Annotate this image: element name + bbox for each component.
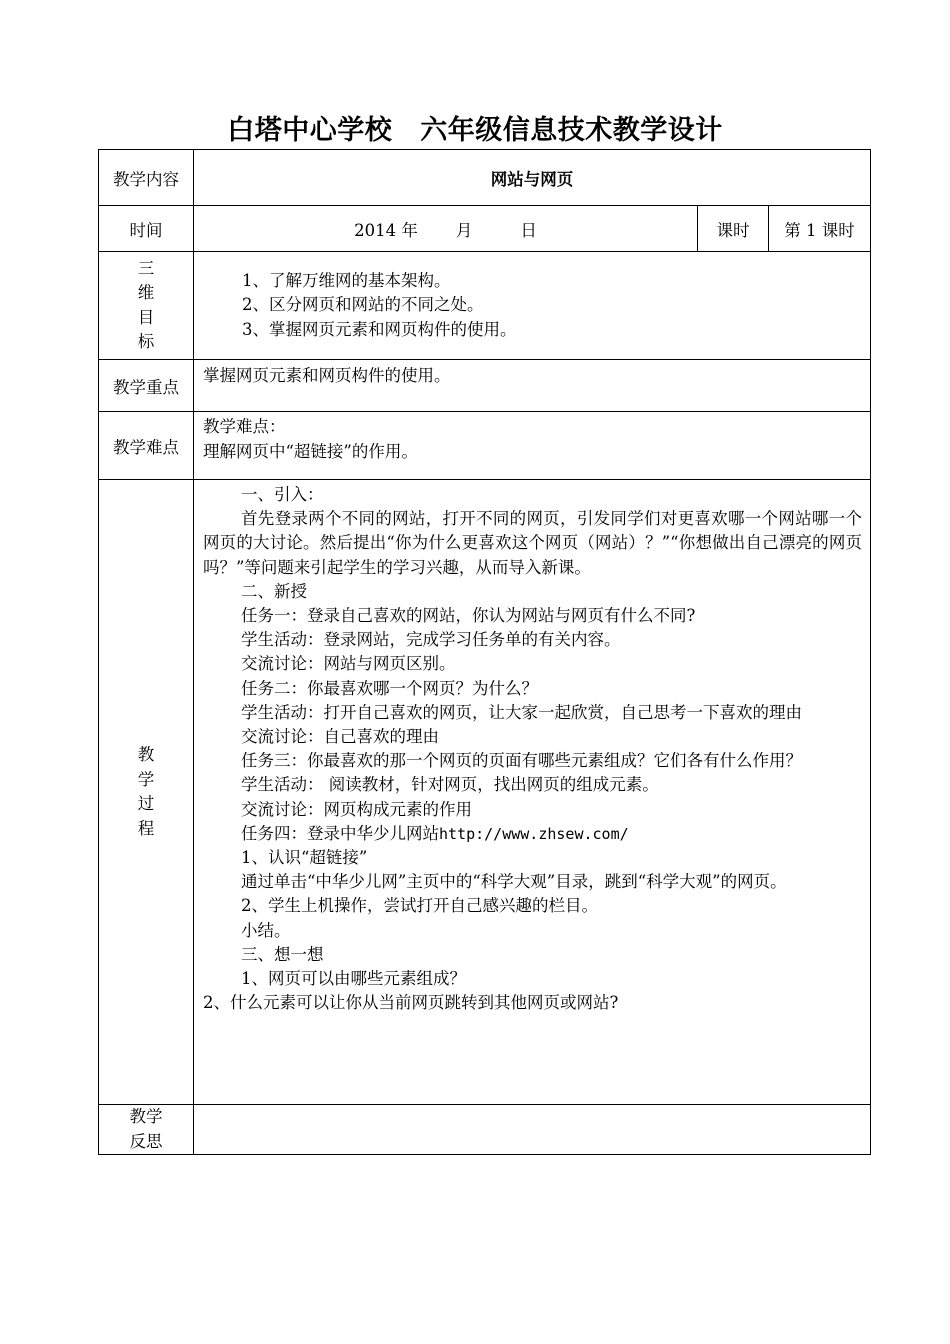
process-paragraph: 任务四：登录中华少儿网站http://www.zhsew.com/ bbox=[241, 823, 629, 843]
process-paragraph: 二、新授 bbox=[241, 581, 307, 601]
process-paragraph: 1、认识“超链接” bbox=[241, 848, 368, 868]
process-paragraph: 任务一：登录自己喜欢的网站，你认为网站与网页有什么不同? bbox=[241, 606, 696, 626]
difficulties-row bbox=[99, 412, 871, 480]
process-paragraph: 任务三：你最喜欢的那一个网页的页面有哪些元素组成？它们各有什么作用？ bbox=[241, 751, 802, 771]
process-row bbox=[99, 480, 871, 1105]
key-points-label: 教学重点 bbox=[99, 360, 194, 412]
school-name: 白塔中心学校 bbox=[227, 115, 393, 146]
content-label: 教学内容 bbox=[99, 150, 194, 206]
goal-item: 3、掌握网页元素和网页构件的使用。 bbox=[242, 319, 517, 339]
reflection-row bbox=[99, 1105, 871, 1155]
process-paragraph: 小结。 bbox=[241, 920, 291, 940]
goal-item: 1、了解万维网的基本架构。 bbox=[242, 270, 451, 290]
process-paragraph: 一、引入： bbox=[241, 485, 324, 504]
process-paragraph: 通过单击“中华少儿网”主页中的“科学大观”目录，跳到“科学大观”的网页。 bbox=[241, 872, 787, 892]
process-paragraph: 任务二：你最喜欢哪一个网页？为什么？ bbox=[241, 678, 538, 698]
key-points-text: 掌握网页元素和网页构件的使用。 bbox=[194, 360, 871, 412]
process-paragraph: 2、什么元素可以让你从当前网页跳转到其他网页或网站? bbox=[203, 993, 619, 1013]
key-points-row bbox=[99, 360, 871, 412]
difficulties-label: 教学难点 bbox=[99, 412, 194, 480]
reflection-label: 教学 反思 bbox=[99, 1105, 194, 1155]
lesson-plan-table bbox=[98, 149, 871, 1155]
reflection-content bbox=[194, 1105, 871, 1155]
process-label: 教 学 过 程 bbox=[99, 480, 194, 1105]
period-value: 第 1 课时 bbox=[769, 206, 871, 252]
content-row bbox=[99, 150, 871, 206]
lesson-subject: 网站与网页 bbox=[194, 150, 871, 206]
process-paragraph: 三、想一想 bbox=[241, 944, 324, 964]
time-label: 时间 bbox=[99, 206, 194, 252]
process-paragraph: 交流讨论：网站与网页区别。 bbox=[241, 654, 456, 674]
process-paragraph: 学生活动：打开自己喜欢的网页，让大家一起欣赏，自己思考一下喜欢的理由 bbox=[241, 702, 802, 722]
process-paragraph: 1、网页可以由哪些元素组成？ bbox=[241, 969, 466, 989]
document-subtitle: 六年级信息技术教学设计 bbox=[420, 115, 723, 146]
process-paragraph: 首先登录两个不同的网站，打开不同的网页，引发同学们对更喜欢哪一个网站哪一个网页的大讨论。然后提出“你为什么更喜欢这个网页（网站）？”“你想做出自己漂亮的网页吗？”等问题来引起学生的学习兴趣，从而导入新课。 bbox=[203, 509, 863, 577]
time-row bbox=[99, 206, 871, 252]
period-label: 课时 bbox=[698, 206, 769, 252]
process-paragraph: 交流讨论：网页构成元素的作用 bbox=[241, 799, 472, 819]
website-url: http://www.zhsew.com/ bbox=[439, 824, 629, 843]
process-paragraph: 学生活动：登录网站，完成学习任务单的有关内容。 bbox=[241, 630, 621, 650]
goals-label: 三 维 目 标 bbox=[99, 252, 194, 360]
process-paragraph: 交流讨论：自己喜欢的理由 bbox=[241, 727, 439, 747]
document-title bbox=[0, 108, 950, 147]
difficulties-text: 教学难点： 理解网页中“超链接”的作用。 bbox=[194, 412, 871, 480]
date-cell bbox=[194, 206, 698, 252]
goals-row bbox=[99, 252, 871, 360]
process-content bbox=[194, 480, 871, 1105]
goals-list bbox=[194, 252, 871, 360]
goal-item: 2、区分网页和网站的不同之处。 bbox=[242, 295, 484, 315]
date-year: 2014 年 bbox=[354, 220, 418, 240]
process-paragraph: 学生活动： 阅读教材，针对网页，找出网页的组成元素。 bbox=[241, 775, 659, 795]
date-day: 日 bbox=[520, 220, 537, 240]
process-paragraph: 2、学生上机操作，尝试打开自己感兴趣的栏目。 bbox=[241, 896, 598, 916]
date-month: 月 bbox=[455, 220, 473, 240]
